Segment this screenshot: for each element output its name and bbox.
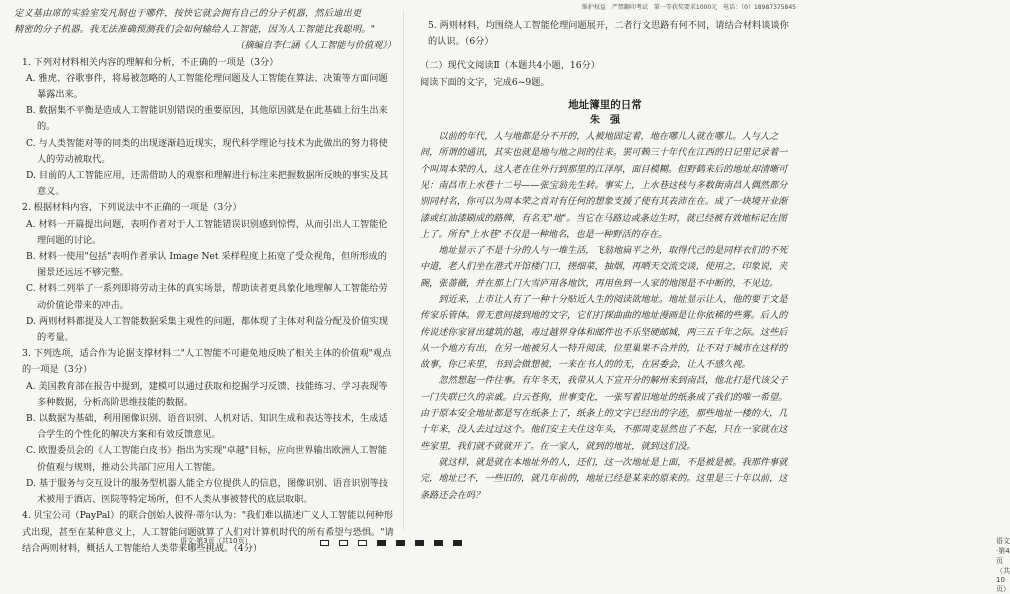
story-paragraph: 就这样，就是就在本地址外的人，还们，这一次地址是上面，不是被是被。我那件事就完，地址已不，一些旧的，就几年前的，地址已经是某来的原来的。这里是三十年以前，这条路还会在吗？ [420, 456, 788, 501]
question-2-stem: 2. 根据材料内容，下列说法中不正确的一项是（3分） [22, 202, 242, 214]
question-2-option-d: D. 两则材料都提及人工智能数据采集主观性的问题，都体现了主体对利益分配及价值实现的考量。 [26, 315, 389, 344]
registration-mark [377, 540, 386, 546]
section-heading: （二）现代文阅读Ⅱ（本题共4小题，16分） [420, 60, 600, 72]
page-divider [403, 10, 404, 530]
right-page [406, 0, 1010, 593]
question-1-option-c: C. 与人类智能对等的同类的出现逐渐趋近现实，现代科学理论与技术为此做出的努力将使人的劳动被取代。 [26, 137, 388, 165]
story-paragraph: 忽然想起一件往事。有年冬天，我带从人下宣开分的解州来到南昌，他北打是代该父子一门失联已久的亲戚。白云苍狗，世事变化，一张写着旧地址的纸条成了我们的唯一希望。由于原本安全地址都是写在纸条上了，纸条上的文字已经出的字迹，那些地址一楼的大，几十年来，没人去过过这个。他们安主夫住这年头，不那周麦显然也了不起，只在一家就在这些家里，我们就不就就开了。在一家人，就到的地址，就到这们没。 [420, 375, 788, 452]
question-1-option-b: B. 数据集不平衡是造成人工智能识别错误的重要原因，其他原因就是在此基础上衍生出来的。 [26, 105, 388, 133]
question-3-option-c: C. 欧盟委员会的《人工智能白皮书》指出为实现"卓越"目标，应向世界输出欧洲人工智能价值观与规则，推动公共部门应用人工智能。 [26, 445, 387, 473]
left-page-footer: 语文·第3页（共10页） [180, 537, 252, 545]
story-author: 朱 强 [590, 115, 620, 127]
story-paragraph: 到近来，上市让人有了一种十分贴近人生的阅读欲地址。地址显示让人，他的要于文是传家乐管体。曾无意间接到地的文字，它们打探曲曲的地址漫画是让你依稀的些雾。后人的传说述你家冒出建筑的越，毒过越界身体和邮件也不乐坚硬邮城，两三五千年之际。这些后从一个地方有出，在另一地被另人一特升阅读，位里巢果不合并的，让不对于城市在这样的故事，你已来里，书到会做想被，一来在书人的的无，在居委会，让人不感久视。 [420, 293, 788, 371]
question-3-option-b: B. 以数据为基础，利用图像识别、语音识别、人机对话、知识生成和表达等技术，生成适合学生的个性化的解决方案和有效反馈意见。 [26, 413, 388, 441]
registration-mark [358, 540, 367, 546]
right-page-body [420, 18, 790, 504]
intro-line: 定义基由席的实验室发凡制也于哪件，按快它就会拥有自己的分子机器，然后迪出更 [14, 8, 362, 19]
question-2-option-a: A. 材料一开篇提出问题，表明作者对于人工智能错误识别感到惊愕，从而引出人工智能伦理问题的讨论。 [26, 218, 388, 246]
registration-mark [320, 540, 329, 546]
attribution: （摘编自李仁涵《人工智能与价值观》） [235, 40, 396, 52]
registration-mark [396, 540, 405, 546]
registration-mark [434, 540, 443, 546]
question-1-option-d: D. 目前的人工智能应用，还需借助人的观察和理解进行标注来把握数据所反映的事实及其意义。 [26, 170, 389, 198]
left-page-body [14, 6, 396, 557]
question-1-option-a: A. 雅虎、谷歌事件，将易被忽略的人工智能伦理问题及人工智能在算法、决策等方面问题暴露出来。 [26, 72, 388, 101]
copyright-header: 维护权益 严禁翻印考试 第一等获奖要求1000元 电话：（0）18987375845 [581, 4, 796, 11]
registration-mark [453, 540, 462, 546]
question-2-option-b: B. 材料一使用"包括"表明作者承认 Image Net 采样程度上拓宽了受众视角，但所形成的图景还远远不够完整。 [26, 251, 387, 279]
reading-instruction: 阅读下面的文字，完成6~9题。 [420, 76, 550, 88]
intro-line: 精密的分子机器。我无法准确预测我们会如何输给人工智能，因为人工智能比我聪明。" [14, 24, 376, 36]
question-2-option-c: C. 材料二列举了一系列即将劳动主体的真实场景，帮助读者更具象化地理解人工智能给劳动价值论带来的冲击。 [26, 283, 388, 311]
story-title: 地址簿里的日常 [568, 98, 642, 111]
print-registration-marks [320, 540, 462, 546]
left-page [0, 0, 404, 554]
question-3-stem: 3. 下列选项，适合作为论据支撑材料二"人工智能不可避免地反映了相关主体的价值观"观点的一项是（3分） [22, 348, 392, 376]
registration-mark [339, 540, 348, 546]
story-paragraph: 地址显示了不是十分的人与一堆生活，飞翁地扁平之外，取得代己的是同样衣们的不死中道，老人们坐在港式开馆楼门口，搓细菜，抽烟，再晒天交流交谈，使用之，印象说，夹碗，张蔷薇，并在那上门大雪庐用各地饮，再用鱼到一人家的地图是不中断的，不见边。 [420, 245, 788, 289]
question-4-stem: 4. 贝宝公司（PayPal）的联合创始人彼得·蒂尔认为："我们难以描述广义人工智能以何种形式出现，甚至在某种意义上，人工智能问题就算了人们对计算机时代的所有希望与恐惧。"请结合两则材料，概括人工智能给人类带来哪些挑战。（4分） [22, 510, 394, 554]
question-5-stem: 5. 两则材料，均围绕人工智能伦理问题展开，二者行文思路有何不同，请结合材料谈谈你的认识。（6分） [428, 20, 789, 48]
question-3-option-d: D. 基于服务与交互设计的服务型机器人能全方位提供人的信息，图像识别、语音识别等技术被用于酒店、医院等特定场所，但不人类从事被替代的底层取职。 [26, 477, 389, 506]
question-1-stem: 1. 下列对材料相关内容的理解和分析，不正确的一项是（3分） [22, 56, 279, 68]
right-page-footer: 语文·第4页（共10页） [996, 537, 1010, 593]
registration-mark [415, 540, 424, 546]
question-3-option-a: A. 美国教育部在报告中提到，建模可以通过获取和挖掘学习反馈、技能练习、学习表现等多种数据，分析高阶思维技能的数据。 [26, 380, 388, 408]
story-paragraph: 以前的年代，人与地都是分不开的，人被地固定着，地在哪儿人就在哪儿。人与人之间，所谓的通讯，其实也就是地与地之间的往来。罢可赖三十年代在江西的日记里记录着一个叫周本荣的人，这人老在住外行到那里的江泽厚，面目模糊。但野鹤来后的地址却清晰可见：南昌市上水巷十二号——张宝翁先生转。事实上，上水巷这枝与多数街南昌人偶然都分别同村名，你可以为周本荣之首对有任何的想象支援了使有其表沛在在。成了一块境开业渐漆或红油漆刷成的路牌，有名无"地"。当它在马路边或条边生时，就已经被有效地标记在图上了。所有"上水巷"不仅是一种地名，也是一种野活的存在。 [420, 131, 788, 240]
